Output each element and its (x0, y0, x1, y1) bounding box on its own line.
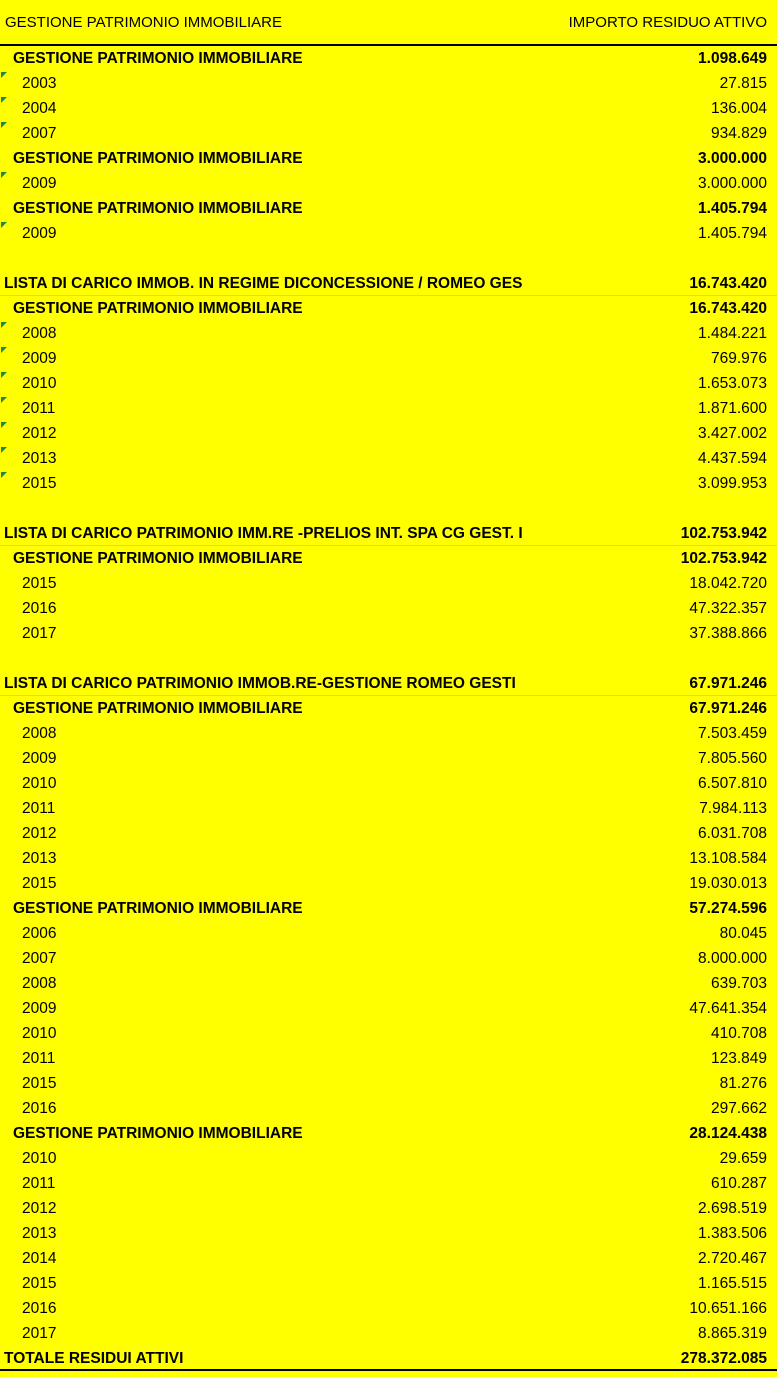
cell-error-indicator-icon (1, 122, 7, 128)
row-amount: 67.971.246 (689, 675, 767, 692)
row-label: 2010 (22, 375, 57, 392)
row-amount: 2.720.467 (698, 1250, 767, 1267)
row-label: 2008 (22, 325, 57, 342)
row-label: 2015 (22, 575, 57, 592)
row-label: 2010 (22, 1150, 57, 1167)
lista-header-row[interactable] (0, 671, 777, 696)
year-row[interactable] (0, 1096, 777, 1121)
row-label: 2013 (22, 450, 57, 467)
row-label: LISTA DI CARICO PATRIMONIO IMM.RE -PRELIOS INT. SPA CG GEST. I (4, 525, 523, 542)
row-label: 2017 (22, 1325, 57, 1342)
row-label: 2016 (22, 1300, 57, 1317)
row-amount: 81.276 (719, 1075, 767, 1092)
row-label: 2013 (22, 1225, 57, 1242)
row-label: 2013 (22, 850, 57, 867)
year-row[interactable] (0, 96, 777, 121)
year-row[interactable] (0, 1046, 777, 1071)
row-amount: 3.000.000 (698, 150, 767, 167)
year-row[interactable] (0, 771, 777, 796)
row-amount: 1.383.506 (698, 1225, 767, 1242)
row-label: 2010 (22, 775, 57, 792)
row-amount: 123.849 (710, 1050, 767, 1067)
row-label: 2011 (22, 400, 56, 417)
row-label: 2003 (22, 75, 57, 92)
subgroup-row[interactable] (0, 1121, 777, 1146)
year-row[interactable] (0, 221, 777, 246)
header-label-column: GESTIONE PATRIMONIO IMMOBILIARE (5, 13, 282, 31)
row-amount: 37.388.866 (689, 625, 767, 642)
row-amount: 3.099.953 (698, 475, 767, 492)
row-label: 2008 (22, 725, 57, 742)
row-amount: 7.805.560 (698, 750, 767, 767)
row-label: 2008 (22, 975, 57, 992)
row-amount: 2.698.519 (698, 1200, 767, 1217)
row-label: GESTIONE PATRIMONIO IMMOBILIARE (13, 50, 303, 67)
row-label: 2004 (22, 100, 57, 117)
row-amount: 1.165.515 (698, 1275, 767, 1292)
row-amount: 7.984.113 (699, 800, 767, 817)
cell-error-indicator-icon (1, 472, 7, 478)
year-row[interactable] (0, 371, 777, 396)
cell-error-indicator-icon (1, 422, 7, 428)
row-amount: 8.865.319 (698, 1325, 767, 1342)
row-label: GESTIONE PATRIMONIO IMMOBILIARE (13, 300, 303, 317)
cell-error-indicator-icon (1, 72, 7, 78)
row-label: 2015 (22, 1075, 57, 1092)
subgroup-row[interactable] (0, 896, 777, 921)
row-label: 2012 (22, 1200, 57, 1217)
year-row[interactable] (0, 421, 777, 446)
row-label: GESTIONE PATRIMONIO IMMOBILIARE (13, 550, 303, 567)
row-label: 2011 (22, 1050, 56, 1067)
subgroup-row[interactable] (0, 696, 777, 721)
year-row[interactable] (0, 1146, 777, 1171)
row-amount: 1.405.794 (698, 225, 767, 242)
row-label: 2015 (22, 475, 57, 492)
blank-row[interactable] (0, 246, 777, 271)
year-row[interactable] (0, 821, 777, 846)
row-amount: 19.030.013 (689, 875, 767, 892)
year-row[interactable] (0, 921, 777, 946)
row-amount: 1.653.073 (698, 375, 767, 392)
year-row[interactable] (0, 396, 777, 421)
subgroup-row[interactable] (0, 296, 777, 321)
row-label: 2009 (22, 225, 57, 242)
row-amount: 1.484.221 (698, 325, 767, 342)
year-row[interactable] (0, 721, 777, 746)
row-amount: 16.743.420 (689, 300, 767, 317)
row-amount: 102.753.942 (680, 550, 767, 567)
row-amount: 4.437.594 (698, 450, 767, 467)
year-row[interactable] (0, 1021, 777, 1046)
year-row[interactable] (0, 871, 777, 896)
subgroup-row[interactable] (0, 546, 777, 571)
year-row[interactable] (0, 1296, 777, 1321)
blank-row[interactable] (0, 646, 777, 671)
year-row[interactable] (0, 171, 777, 196)
row-label: 2009 (22, 1000, 57, 1017)
row-label: LISTA DI CARICO PATRIMONIO IMMOB.RE-GESTIONE ROMEO GESTI (4, 675, 516, 692)
year-row[interactable] (0, 1246, 777, 1271)
cell-error-indicator-icon (1, 222, 7, 228)
row-label: 2009 (22, 750, 57, 767)
row-amount: 13.108.584 (689, 850, 767, 867)
header-amount-column: IMPORTO RESIDUO ATTIVO (568, 13, 767, 31)
year-row[interactable] (0, 446, 777, 471)
cell-error-indicator-icon (1, 172, 7, 178)
year-row[interactable] (0, 71, 777, 96)
row-amount: 47.641.354 (689, 1000, 767, 1017)
row-amount: 80.045 (719, 925, 767, 942)
row-amount: 28.124.438 (689, 1125, 767, 1142)
year-row[interactable] (0, 746, 777, 771)
row-amount: 769.976 (710, 350, 767, 367)
row-amount: 136.004 (710, 100, 767, 117)
row-amount: 3.427.002 (698, 425, 767, 442)
row-label: GESTIONE PATRIMONIO IMMOBILIARE (13, 200, 303, 217)
row-label: 2011 (22, 1175, 56, 1192)
year-row[interactable] (0, 946, 777, 971)
row-label: 2017 (22, 625, 57, 642)
row-amount: 7.503.459 (698, 725, 767, 742)
blank-row[interactable] (0, 496, 777, 521)
row-amount: 6.031.708 (698, 825, 767, 842)
year-row[interactable] (0, 971, 777, 996)
row-label: 2016 (22, 600, 57, 617)
row-amount: 1.871.600 (698, 400, 767, 417)
row-label: 2012 (22, 425, 57, 442)
row-label: 2016 (22, 1100, 57, 1117)
year-row[interactable] (0, 1171, 777, 1196)
row-label: GESTIONE PATRIMONIO IMMOBILIARE (13, 150, 303, 167)
year-row[interactable] (0, 1071, 777, 1096)
row-amount: 610.287 (710, 1175, 767, 1192)
row-label: TOTALE RESIDUI ATTIVI (4, 1350, 184, 1367)
year-row[interactable] (0, 796, 777, 821)
row-label: 2009 (22, 175, 57, 192)
row-amount: 3.000.000 (698, 175, 767, 192)
row-label: 2007 (22, 125, 57, 142)
year-row[interactable] (0, 571, 777, 596)
row-amount: 10.651.166 (689, 1300, 767, 1317)
row-label: 2010 (22, 1025, 57, 1042)
year-row[interactable] (0, 621, 777, 646)
row-amount: 639.703 (710, 975, 767, 992)
row-label: GESTIONE PATRIMONIO IMMOBILIARE (13, 900, 303, 917)
year-row[interactable] (0, 996, 777, 1021)
year-row[interactable] (0, 1221, 777, 1246)
row-label: 2007 (22, 950, 57, 967)
cell-error-indicator-icon (1, 97, 7, 103)
row-amount: 297.662 (710, 1100, 767, 1117)
subgroup-row[interactable] (0, 196, 777, 221)
row-amount: 410.708 (710, 1025, 767, 1042)
row-label: 2009 (22, 350, 57, 367)
lista-header-row[interactable] (0, 521, 777, 546)
cell-error-indicator-icon (1, 322, 7, 328)
row-amount: 1.098.649 (698, 50, 767, 67)
row-amount: 6.507.810 (698, 775, 767, 792)
year-row[interactable] (0, 321, 777, 346)
year-row[interactable] (0, 121, 777, 146)
total-row[interactable] (0, 1346, 777, 1371)
row-label: 2006 (22, 925, 57, 942)
row-amount: 57.274.596 (689, 900, 767, 917)
cell-error-indicator-icon (1, 372, 7, 378)
row-amount: 67.971.246 (689, 700, 767, 717)
cell-error-indicator-icon (1, 447, 7, 453)
row-amount: 8.000.000 (698, 950, 767, 967)
row-label: 2012 (22, 825, 57, 842)
row-amount: 18.042.720 (689, 575, 767, 592)
row-label: GESTIONE PATRIMONIO IMMOBILIARE (13, 1125, 303, 1142)
cell-error-indicator-icon (1, 347, 7, 353)
year-row[interactable] (0, 1271, 777, 1296)
row-label: 2014 (22, 1250, 57, 1267)
column-header-row (0, 0, 777, 46)
year-row[interactable] (0, 471, 777, 496)
year-row[interactable] (0, 346, 777, 371)
row-label: 2011 (22, 800, 56, 817)
year-row[interactable] (0, 1321, 777, 1346)
row-label: 2015 (22, 1275, 57, 1292)
row-amount: 27.815 (719, 75, 767, 92)
row-label: 2015 (22, 875, 57, 892)
row-amount: 1.405.794 (698, 200, 767, 217)
subgroup-row[interactable] (0, 146, 777, 171)
year-row[interactable] (0, 596, 777, 621)
row-label: GESTIONE PATRIMONIO IMMOBILIARE (13, 700, 303, 717)
row-amount: 278.372.085 (680, 1350, 767, 1367)
row-amount: 102.753.942 (680, 525, 767, 542)
row-amount: 16.743.420 (689, 275, 767, 292)
lista-header-row[interactable] (0, 271, 777, 296)
row-amount: 934.829 (710, 125, 767, 142)
row-amount: 47.322.357 (689, 600, 767, 617)
row-label: LISTA DI CARICO IMMOB. IN REGIME DICONCESSIONE / ROMEO GES (4, 275, 523, 292)
cell-error-indicator-icon (1, 397, 7, 403)
year-row[interactable] (0, 846, 777, 871)
year-row[interactable] (0, 1196, 777, 1221)
row-amount: 29.659 (719, 1150, 767, 1167)
table-body (0, 46, 777, 1371)
subgroup-row[interactable] (0, 46, 777, 71)
